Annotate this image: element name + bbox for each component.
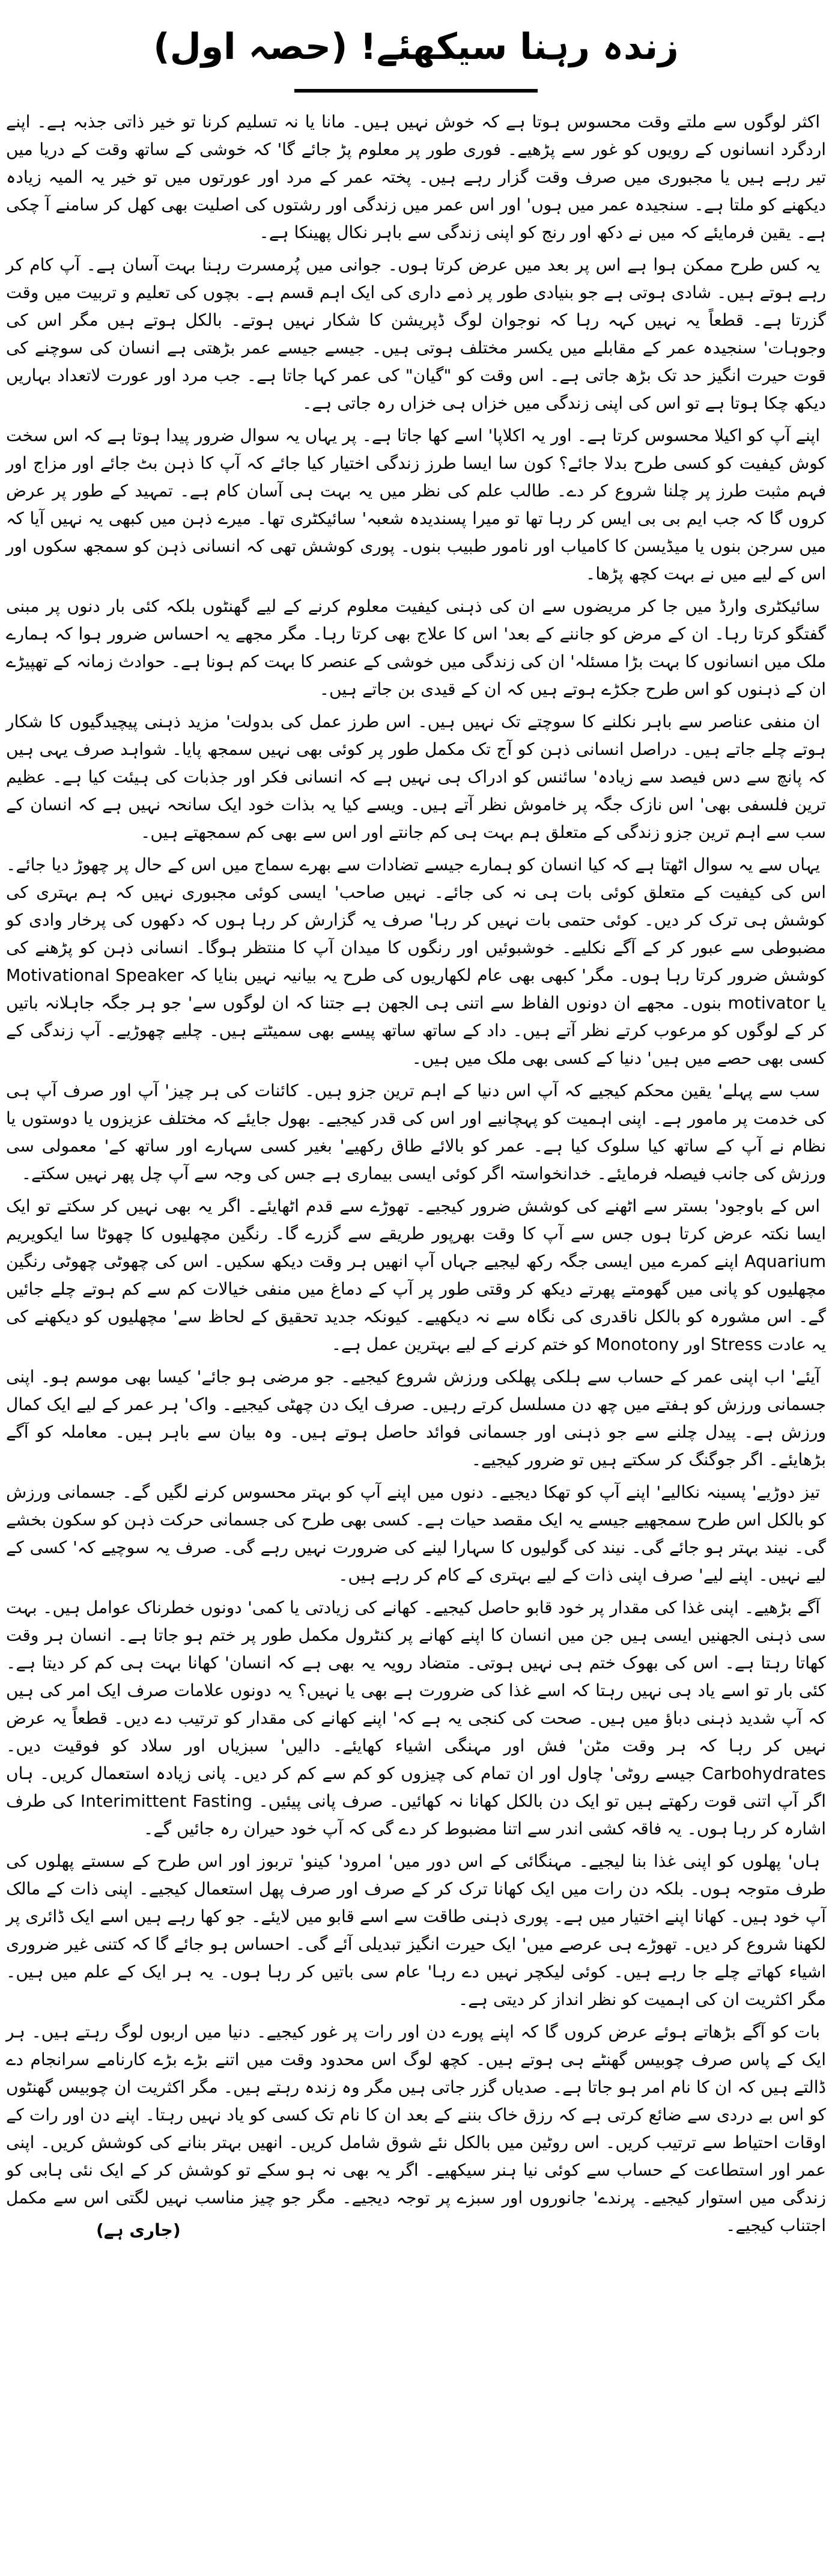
- paragraph: یہ کس طرح ممکن ہوا ہے اس پر بعد میں عرض کرتا ہوں۔ جوانی میں پُرمسرت رہنا بہت آسان ہے۔ آپ کام کر رہے ہوتے ہیں۔ شادی ہوتی ہے جو بنیادی طور پر ذمے داری کی ایک اہم قسم ہے۔ بچوں کی تعلیم و تربیت میں وقت گزرتا ہے۔ قطعاً یہ نہیں کہہ رہا کہ نوجوان لوگ ڈپریشن کا شکار نہیں ہوتے۔ بالکل ہوتے ہیں مگر اس کی وجوہات' سنجیدہ عمر کے مقابلے میں یکسر مختلف ہوتی ہیں۔ جیسے جیسے عمر بڑھتی ہے انسان کی سوچنے کی قوت حیرت انگیز حد تک بڑھ جاتی ہے۔ اس وقت کو "گیان" کی عمر کہا جاتا ہے۔ جب مرد اور عورت لاتعداد بہاریں دیکھ چکا ہوتا ہے تو اس کی اپنی زندگی میں خزاں ہی خزاں رہ جاتی ہے۔: [6, 255, 826, 413]
- paragraph: یہاں سے یہ سوال اٹھتا ہے کہ کیا انسان کو ہمارے جیسے تضادات سے بھرے سماج میں اس کے حال پر چھوڑ دیا جائے۔ اس کی کیفیت کے متعلق کوئی بات ہی نہ کی جائے۔ نہیں صاحب' ایسی کوئی مجبوری نہیں کہ ہم بہتری کی کوشش ہی ترک کر دیں۔ کوئی حتمی بات نہیں کر رہا' صرف یہ گزارش کر رہا ہوں کہ دکھوں کی پرخار وادی کو مضبوطی سے عبور کر کے آگے نکلیے۔ خوشبوئیں اور رنگوں کا میدان آپ کا منتظر ہوگا۔ انسانی ذہن کو پڑھنے کی کوشش ضرور کرتا رہا ہوں۔ مگر' کبھی بھی عام لکھاریوں کی طرح یہ بیانیہ نہیں بنایا کہ Motivational Speaker یا motivator بنوں۔ مجھے ان دونوں الفاظ سے اتنی ہی الجھن ہے جتنا کہ ان لوگوں سے' جو ہر جگہ جاہلانہ باتیں کر کے لوگوں کو مرعوب کرتے نظر آتے ہیں۔ داد کے ساتھ ساتھ پیسے بھی سمیٹتے ہیں۔ چلیے چھوڑیے۔ آپ زندگی کے کسی بھی حصے میں ہیں' دنیا کے کسی بھی ملک میں ہیں۔: [6, 855, 827, 1068]
- article-title: زندہ رہنا سیکھئے! (حصہ اول): [153, 26, 679, 68]
- paragraph: سائیکٹری وارڈ میں جا کر مریضوں سے ان کی ذہنی کیفیت معلوم کرنے کے لیے گھنٹوں بلکہ کئی بار دنوں پر مبنی گفتگو کرتا رہا۔ ان کے مرض کو جاننے کے بعد' اس کا علاج بھی کرتا رہا۔ مگر مجھے یہ احساس ضرور ہوا کہ ہمارے ملک میں انسانوں کا بہت بڑا مسئلہ' ان کی زندگی میں خوشی کے عنصر کا بہت کم ہونا ہے۔ حوادث زمانہ کے تھپیڑے ان کے ذہنوں کو اس طرح جکڑے ہوتے ہیں کہ ان کے قیدی بن جاتے ہیں۔: [6, 596, 826, 699]
- paragraph: تیز دوڑیے' پسینہ نکالیے' اپنے آپ کو تھکا دیجیے۔ دنوں میں اپنے آپ کو بہتر محسوس کرنے لگیں گے۔ جسمانی ورزش کو بالکل اس طرح سمجھیے جیسے یہ ایک مقصد حیات ہے۔ کسی بھی طرح کی جسمانی حرکت ذہن کو سکون بخشے گی۔ نیند بہتر ہو جائے گی۔ نیند کی گولیوں کا سہارا لینے کی ضرورت نہیں رہے گی۔ صرف یہ سوچیے کہ' کسی کے لیے نہیں۔ اپنے لیے' صرف اپنی ذات کے لیے بہتری کے کام کر رہے ہیں۔: [6, 1482, 826, 1585]
- article-body: [6, 108, 826, 2239]
- title-underline: [294, 89, 538, 93]
- continued-label: (جاری ہے): [96, 2220, 181, 2240]
- paragraph: آیئے' اب اپنی عمر کے حساب سے ہلکی پھلکی ورزش شروع کیجیے۔ جو مرضی ہو جائے' کیسا بھی موسم ہو۔ اپنی جسمانی ورزش کو ہفتے میں چھ دن مسلسل کرتے رہیں۔ صرف ایک دن چھٹی کیجیے۔ واک' ہر عمر کے لیے ایک کمال ورزش ہے۔ پیدل چلنے سے جو ذہنی اور جسمانی فوائد حاصل ہوتے ہیں۔ وہ بیان سے باہر ہیں۔ معاملہ کو آگے بڑھایئے۔ اگر جوگنگ کر سکتے ہیں تو ضرور کیجیے۔: [6, 1367, 826, 1470]
- paragraph: ان منفی عناصر سے باہر نکلنے کا سوچتے تک نہیں ہیں۔ اس طرز عمل کی بدولت' مزید ذہنی پیچیدگیوں کا شکار ہوتے چلے جاتے ہیں۔ دراصل انسانی ذہن کو آج تک مکمل طور پر کوئی بھی نہیں سمجھ پایا۔ شواہد صرف یہی ہیں کہ پانچ سے دس فیصد سے زیادہ' سائنس کو ادراک ہی نہیں ہے کہ انسانی فکر اور جذبات کی ہیئت کیا ہے۔ عظیم ترین فلسفی بھی' اس نازک جگہ پر خاموش نظر آتے ہیں۔ ویسے کیا یہ بذات خود ایک سانحہ نہیں ہے کہ انسان کے سب سے اہم ترین جزو زندگی کے متعلق ہم بہت ہی کم جانتے اور اس سے بھی کم سمجھتے ہیں۔: [6, 712, 826, 842]
- paragraph: اس کے باوجود' بستر سے اٹھنے کی کوشش ضرور کیجیے۔ تھوڑے سے قدم اٹھایئے۔ اگر یہ بھی نہیں کر سکتے تو ایک ایسا نکتہ عرض کرتا ہوں جس سے آپ کا وقت بھرپور طریقے سے گزرے گا۔ رنگین مچھلیوں کا چھوٹا سا ایکویریم Aquarium اپنے کمرے میں ایسی جگہ رکھ لیجیے جہاں آپ انھیں ہر وقت دیکھ سکیں۔ اس کی چھوٹی چھوٹی رنگین مچھلیوں کو پانی میں گھومتے پھرتے دیکھ کر وقتی طور پر آپ کے دماغ میں منفی خیالات کم سے کم ہوتے چلے جائیں گے۔ اس مشورہ کو بالکل ناقدری کی نگاہ سے نہ دیکھیے۔ کیونکہ جدید تحقیق کے لحاظ سے' مچھلیوں کو دیکھنے کی یہ عادت Stress اور Monotony کو ختم کرنے کے لیے بہترین عمل ہے۔: [6, 1196, 826, 1354]
- paragraph: اکثر لوگوں سے ملتے وقت محسوس ہوتا ہے کہ خوش نہیں ہیں۔ مانا یا نہ تسلیم کرنا تو خیر ذاتی جذبہ ہے۔ اپنے اردگرد انسانوں کے رویوں کو غور سے پڑھیے۔ فوری طور پر معلوم پڑ جائے گا' کہ خوشی کے ساتھ وقت کے دریا میں تیر رہے ہیں یا مجبوری میں صرف وقت گزار رہے ہیں۔ پختہ عمر کے مرد اور عورتوں میں تو خیر یہ المیہ زیادہ دیکھنے کو ملتا ہے۔ سنجیدہ عمر میں ہوں' اور اس عمر میں زندگی اور رشتوں کی اصلیت بھی کھل کر سامنے آ چکی ہے۔ یقین فرمایئے کہ میں نے دکھ اور رنج کو اپنی زندگی سے باہر نکال پھینکا ہے۔: [6, 112, 826, 242]
- paragraph: سب سے پہلے' یقین محکم کیجیے کہ آپ اس دنیا کے اہم ترین جزو ہیں۔ کائنات کی ہر چیز' آپ اور صرف آپ ہی کی خدمت پر مامور ہے۔ اپنی اہمیت کو پہچانیے اور اس کی قدر کیجیے۔ بھول جایئے کہ مختلف عزیزوں یا دوستوں یا نظام نے آپ کے ساتھ کیا سلوک کیا ہے۔ عمر کو بالائے طاق رکھیے' بغیر کسی سہارے اور ساتھ کے' معمولی سی ورزش کی جانب فیصلہ فرمایئے۔ خدانخواستہ اگر کوئی ایسی بیماری ہے جس کی وجہ سے آپ چل پھر نہیں سکتے۔: [6, 1081, 826, 1183]
- title-block: [6, 18, 826, 76]
- paragraph: ہاں' پھلوں کو اپنی غذا بنا لیجیے۔ مہنگائی کے اس دور میں' امرود' کینو' تربوز اور اس طرح کے سستے پھلوں کی طرف متوجہ ہوں۔ بلکہ دن رات میں ایک کھانا ترک کر کے صرف اور صرف پھل استعمال کیجیے۔ اپنی ذات کے مالک آپ خود ہیں۔ کھانا اپنے اختیار میں ہے۔ پوری ذہنی طاقت سے اسے قابو میں لایئے۔ جو کھا رہے ہیں اسے ایک ڈائری پر لکھنا شروع کر دیں۔ تھوڑے ہی عرصے میں' ایک حیرت انگیز تبدیلی آئے گی۔ احساس ہو جائے گا کہ کتنی غیر ضروری اشیاء کھاتے چلے جا رہے ہیں۔ کوئی لیکچر نہیں دے رہا' عام سی باتیں کر رہا ہوں۔ یہ ہر ایک کے علم میں ہیں۔ مگر اکثریت ان کی اہمیت کو نظر انداز کر دیتی ہے۔: [6, 1851, 826, 2009]
- footer: [96, 2217, 826, 2244]
- paragraph: آگے بڑھیے۔ اپنی غذا کی مقدار پر خود قابو حاصل کیجیے۔ کھانے کی زیادتی یا کمی' دونوں خطرناک عوامل ہیں۔ بہت سی ذہنی الجھنیں ایسی ہیں جن میں انسان کا اپنے کھانے پر کنٹرول مکمل طور پر ختم ہو جاتا ہے۔ انسان ہر وقت کھاتا رہتا ہے۔ اس کی بھوک ختم ہی نہیں ہوتی۔ متضاد رویہ یہ بھی ہے کہ انسان' کھانا بہت ہی کم کر دیتا ہے۔ کئی بار تو اسے یاد ہی نہیں رہتا کہ اسے غذا کی ضرورت ہے بھی یا نہیں؟ یہ دونوں علامات صرف ایک امر کی ہیں کہ آپ شدید ذہنی دباؤ میں ہیں۔ صحت کی کنجی یہ ہے کہ' اپنے کھانے کی مقدار کو ترتیب دے دیں۔ قطعاً یہ عرض نہیں کر رہا کہ ہر وقت مٹن' فش اور مہنگی اشیاء کھایئے۔ دالیں' سبزیاں اور سلاد کو فوقیت دیں۔ Carbohydrates جیسے روٹی' چاول اور ان تمام کی چیزوں کو کم سے کم کر دیں۔ پانی زیادہ استعمال کریں۔ ہاں اگر آپ اتنی قوت رکھتے ہیں تو ایک دن بالکل کھانا نہ کھائیں۔ صرف پانی پیئیں۔ Interimittent Fasting کی طرف اشارہ کر رہا ہوں۔ یہ فاقہ کشی اندر سے اتنا مضبوط کر دے گی کہ آپ خود حیران رہ جائیں گے۔: [6, 1598, 827, 1839]
- paragraph: اپنے آپ کو اکیلا محسوس کرتا ہے۔ اور یہ اکلاپا' اسے کھا جاتا ہے۔ پر یہاں یہ سوال ضرور پیدا ہوتا ہے کہ اس سخت کوش کیفیت کو کسی طرح بدلا جائے؟ کون سا ایسا طرز زندگی اختیار کیا جائے کہ آپ کا ذہن بٹ جائے اور مزاج اور فہم مثبت طرز پر چلنا شروع کر دے۔ طالب علم کی نظر میں یہ بہت ہی آسان کام ہے۔ تمہید کے طور پر عرض کروں گا کہ جب ایم بی بی ایس کر رہا تھا تو میرا پسندیدہ شعبہ' سائیکٹری تھا۔ میرے ذہن میں کبھی یہ نہیں آیا کہ میں سرجن بنوں یا میڈیسن کا کامیاب اور نامور طبیب بنوں۔ پوری کوشش تھی کہ انسانی ذہن کو سمجھ سکوں اور اس کے لیے میں نے بہت کچھ پڑھا۔: [6, 426, 826, 584]
- paragraph: بات کو آگے بڑھاتے ہوئے عرض کروں گا کہ اپنے پورے دن اور رات پر غور کیجیے۔ دنیا میں اربوں لوگ رہتے ہیں۔ ہر ایک کے پاس صرف چوبیس گھنٹے ہی ہوتے ہیں۔ کچھ لوگ اس محدود وقت میں اتنے بڑے بڑے کارنامے سرانجام دے ڈالتے ہیں کہ ان کا نام امر ہو جاتا ہے۔ صدیاں گزر جاتی ہیں مگر وہ زندہ رہتے ہیں۔ مگر اکثریت ان چوبیس گھنٹوں کو اس بے دردی سے ضائع کرتی ہے کہ رزق خاک بننے کے بعد ان کا نام تک کسی کو یاد نہیں رہتا۔ اپنے دن اور رات کے اوقات احتیاط سے ترتیب کریں۔ اس روٹین میں بالکل نئے شوق شامل کریں۔ انھیں بہتر بنانے کی کوشش کریں۔ اپنی عمر اور استطاعت کے حساب سے کوئی نیا ہنر سیکھیے۔ اگر یہ بھی نہ ہو سکے تو کوشش کر کے ایک نئی ہابی کو زندگی میں استوار کیجیے۔ پرندے' جانوروں اور سبزے پر توجہ دیجیے۔ مگر جو چیز مناسب نہیں لگتی اس سے مکمل اجتناب کیجیے۔: [6, 2022, 826, 2235]
